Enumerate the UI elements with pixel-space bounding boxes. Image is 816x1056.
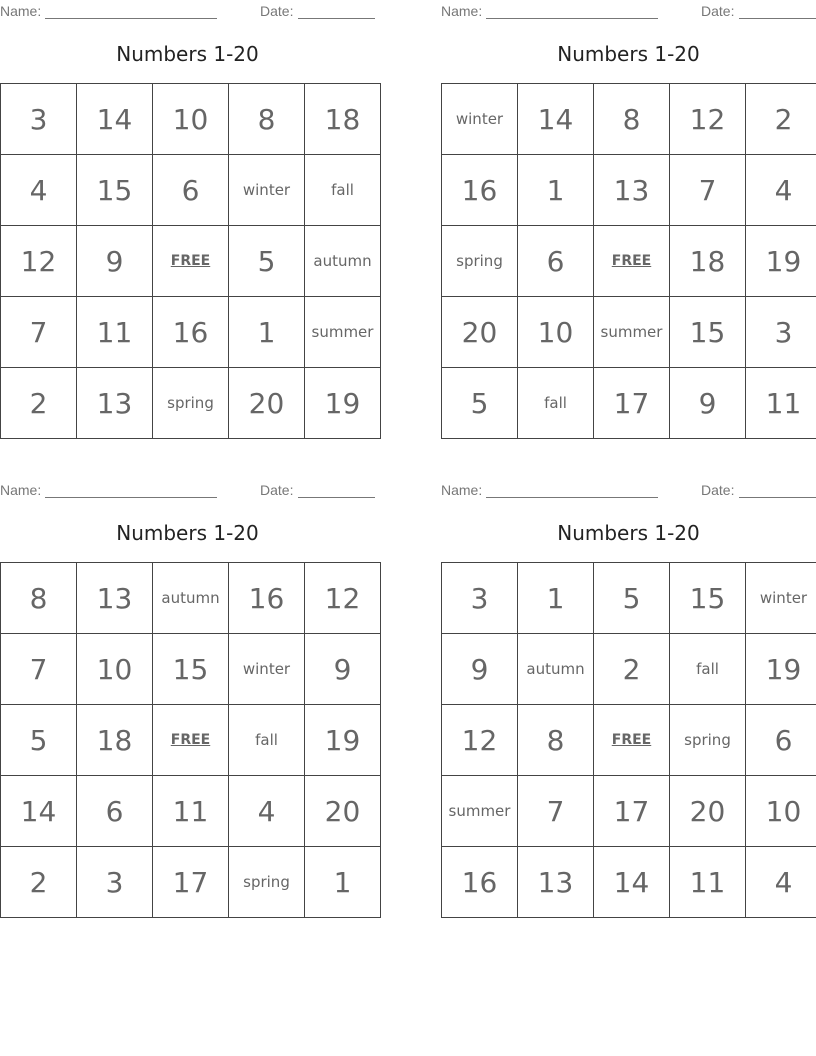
- bingo-card: [441, 0, 816, 434]
- number-cell: 6: [746, 705, 816, 776]
- name-label: Name:: [0, 482, 42, 498]
- grid-row: [442, 155, 816, 226]
- name-label: Name:: [0, 3, 42, 19]
- grid-row: [1, 705, 381, 776]
- number-cell: 10: [77, 634, 153, 705]
- date-blank-line: [739, 18, 816, 19]
- season-word-cell: summer: [442, 776, 518, 847]
- number-cell: 19: [746, 634, 816, 705]
- number-cell: 16: [442, 155, 518, 226]
- date-blank-line: [298, 18, 375, 19]
- season-word-cell: winter: [229, 155, 305, 226]
- grid-row: [442, 705, 816, 776]
- grid-row: [442, 297, 816, 368]
- grid-row: [1, 297, 381, 368]
- number-cell: 18: [77, 705, 153, 776]
- number-cell: 10: [746, 776, 816, 847]
- number-cell: 13: [77, 368, 153, 439]
- grid-row: [442, 84, 816, 155]
- name-blank-line: [45, 497, 217, 498]
- number-cell: 9: [77, 226, 153, 297]
- number-cell: 13: [518, 847, 594, 918]
- bingo-card: [0, 479, 375, 913]
- grid-row: [442, 368, 816, 439]
- number-cell: 3: [746, 297, 816, 368]
- number-cell: 20: [305, 776, 381, 847]
- number-cell: 4: [229, 776, 305, 847]
- grid-row: [442, 847, 816, 918]
- grid-row: [442, 634, 816, 705]
- bingo-grid: [0, 562, 381, 918]
- number-cell: 10: [518, 297, 594, 368]
- number-cell: 18: [305, 84, 381, 155]
- number-cell: 15: [153, 634, 229, 705]
- number-cell: 6: [77, 776, 153, 847]
- number-cell: 1: [229, 297, 305, 368]
- number-cell: 8: [1, 563, 77, 634]
- grid-row: [1, 776, 381, 847]
- grid-row: [1, 226, 381, 297]
- name-date-header: [441, 482, 816, 500]
- number-cell: 5: [229, 226, 305, 297]
- number-cell: 7: [1, 634, 77, 705]
- number-cell: 12: [442, 705, 518, 776]
- number-cell: 11: [746, 368, 816, 439]
- number-cell: 2: [1, 368, 77, 439]
- number-cell: 17: [153, 847, 229, 918]
- date-blank-line: [739, 497, 816, 498]
- number-cell: 16: [442, 847, 518, 918]
- number-cell: 19: [746, 226, 816, 297]
- number-cell: 14: [518, 84, 594, 155]
- number-cell: 14: [77, 84, 153, 155]
- season-word-cell: winter: [746, 563, 816, 634]
- number-cell: 3: [442, 563, 518, 634]
- number-cell: 10: [153, 84, 229, 155]
- season-word-cell: autumn: [305, 226, 381, 297]
- number-cell: 5: [442, 368, 518, 439]
- card-title: Numbers 1-20: [116, 521, 259, 545]
- number-cell: 20: [229, 368, 305, 439]
- bingo-grid: [441, 83, 816, 439]
- name-blank-line: [45, 18, 217, 19]
- name-blank-line: [486, 18, 658, 19]
- number-cell: 1: [518, 155, 594, 226]
- number-cell: 13: [77, 563, 153, 634]
- number-cell: 1: [518, 563, 594, 634]
- number-cell: 11: [153, 776, 229, 847]
- name-date-header: [441, 3, 816, 21]
- card-title: Numbers 1-20: [557, 42, 700, 66]
- free-space-cell: FREE: [153, 226, 229, 297]
- number-cell: 16: [229, 563, 305, 634]
- bingo-grid: [0, 83, 381, 439]
- grid-row: [1, 847, 381, 918]
- number-cell: 17: [594, 776, 670, 847]
- name-label: Name:: [441, 3, 483, 19]
- number-cell: 4: [1, 155, 77, 226]
- number-cell: 5: [594, 563, 670, 634]
- number-cell: 15: [670, 297, 746, 368]
- number-cell: 15: [670, 563, 746, 634]
- grid-row: [442, 563, 816, 634]
- number-cell: 7: [1, 297, 77, 368]
- number-cell: 12: [670, 84, 746, 155]
- number-cell: 9: [442, 634, 518, 705]
- season-word-cell: summer: [305, 297, 381, 368]
- grid-row: [1, 634, 381, 705]
- number-cell: 13: [594, 155, 670, 226]
- number-cell: 8: [594, 84, 670, 155]
- number-cell: 7: [518, 776, 594, 847]
- number-cell: 2: [594, 634, 670, 705]
- date-label: Date:: [701, 3, 735, 19]
- grid-row: [1, 155, 381, 226]
- free-space-cell: FREE: [594, 226, 670, 297]
- number-cell: 2: [1, 847, 77, 918]
- number-cell: 4: [746, 847, 816, 918]
- bingo-card: [441, 479, 816, 913]
- number-cell: 4: [746, 155, 816, 226]
- number-cell: 3: [1, 84, 77, 155]
- number-cell: 11: [77, 297, 153, 368]
- name-date-header: [0, 482, 375, 500]
- number-cell: 12: [305, 563, 381, 634]
- number-cell: 8: [518, 705, 594, 776]
- number-cell: 9: [670, 368, 746, 439]
- number-cell: 19: [305, 705, 381, 776]
- number-cell: 20: [442, 297, 518, 368]
- number-cell: 17: [594, 368, 670, 439]
- number-cell: 20: [670, 776, 746, 847]
- number-cell: 18: [670, 226, 746, 297]
- free-space-cell: FREE: [153, 705, 229, 776]
- card-title: Numbers 1-20: [557, 521, 700, 545]
- grid-row: [1, 563, 381, 634]
- number-cell: 6: [153, 155, 229, 226]
- number-cell: 15: [77, 155, 153, 226]
- number-cell: 7: [670, 155, 746, 226]
- grid-row: [1, 84, 381, 155]
- number-cell: 12: [1, 226, 77, 297]
- free-space-cell: FREE: [594, 705, 670, 776]
- season-word-cell: winter: [442, 84, 518, 155]
- number-cell: 3: [77, 847, 153, 918]
- number-cell: 6: [518, 226, 594, 297]
- season-word-cell: autumn: [153, 563, 229, 634]
- number-cell: 9: [305, 634, 381, 705]
- number-cell: 19: [305, 368, 381, 439]
- season-word-cell: summer: [594, 297, 670, 368]
- date-blank-line: [298, 497, 375, 498]
- grid-row: [442, 226, 816, 297]
- season-word-cell: autumn: [518, 634, 594, 705]
- grid-row: [442, 776, 816, 847]
- season-word-cell: fall: [518, 368, 594, 439]
- season-word-cell: fall: [670, 634, 746, 705]
- card-title: Numbers 1-20: [116, 42, 259, 66]
- season-word-cell: spring: [442, 226, 518, 297]
- season-word-cell: fall: [305, 155, 381, 226]
- season-word-cell: spring: [229, 847, 305, 918]
- bingo-card: [0, 0, 375, 434]
- number-cell: 8: [229, 84, 305, 155]
- season-word-cell: spring: [153, 368, 229, 439]
- grid-row: [1, 368, 381, 439]
- number-cell: 5: [1, 705, 77, 776]
- season-word-cell: winter: [229, 634, 305, 705]
- bingo-grid: [441, 562, 816, 918]
- name-date-header: [0, 3, 375, 21]
- number-cell: 2: [746, 84, 816, 155]
- number-cell: 14: [594, 847, 670, 918]
- number-cell: 14: [1, 776, 77, 847]
- number-cell: 11: [670, 847, 746, 918]
- date-label: Date:: [260, 482, 294, 498]
- season-word-cell: spring: [670, 705, 746, 776]
- date-label: Date:: [701, 482, 735, 498]
- name-label: Name:: [441, 482, 483, 498]
- date-label: Date:: [260, 3, 294, 19]
- number-cell: 1: [305, 847, 381, 918]
- name-blank-line: [486, 497, 658, 498]
- season-word-cell: fall: [229, 705, 305, 776]
- number-cell: 16: [153, 297, 229, 368]
